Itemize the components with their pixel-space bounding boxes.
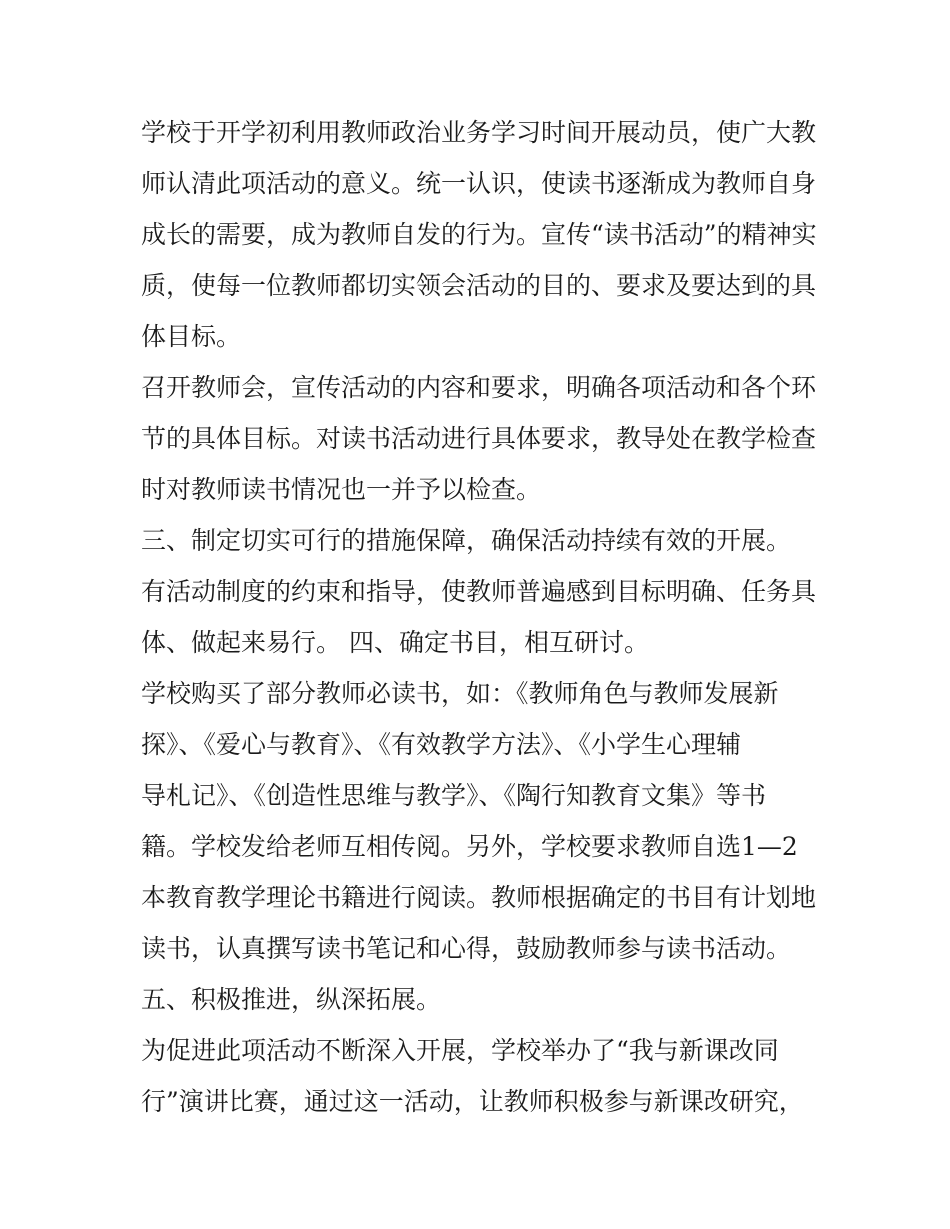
document-body: [141, 107, 817, 1127]
text-line: 籍。学校发给老师互相传阅。另外，学校要求教师自选1—2: [141, 832, 798, 861]
text-line: 本教育教学理论书籍进行阅读。教师根据确定的书目有计划地: [141, 883, 817, 912]
text-line: 体目标。: [141, 322, 242, 351]
text-line: 行”演讲比赛，通过这一活动，让教师积极参与新课改研究，: [141, 1087, 804, 1116]
text-line: 节的具体目标。对读书活动进行具体要求，教导处在教学检查: [141, 424, 817, 453]
text-line: 学校购买了部分教师必读书，如：《教师角色与教师发展新: [141, 679, 779, 708]
text-line: 时对教师读书情况也一并予以检查。: [141, 475, 542, 504]
section-heading: 三、制定切实可行的措施保障，确保活动持续有效的开展。: [141, 526, 792, 555]
text-line: 体、做起来易行。 四、确定书目，相互研讨。: [141, 628, 649, 657]
section-heading: 五、积极推进，纵深拓展。: [141, 985, 442, 1014]
text-line: 读书，认真撰写读书笔记和心得，鼓励教师参与读书活动。: [141, 934, 792, 963]
text-line: 学校于开学初利用教师政治业务学习时间开展动员，使广大教: [141, 118, 817, 147]
text-line: 导札记》、《创造性思维与教学》、《陶行知教育文集》等书: [141, 781, 767, 810]
text-line: 成长的需要，成为教师自发的行为。宣传“读书活动”的精神实: [141, 220, 817, 249]
text-line: 师认清此项活动的意义。统一认识，使读书逐渐成为教师自身: [141, 169, 817, 198]
text-line: 探》、《爱心与教育》、《有效教学方法》、《小学生心理辅: [141, 730, 742, 759]
text-line: 召开教师会，宣传活动的内容和要求，明确各项活动和各个环: [141, 373, 817, 402]
text-line: 质，使每一位教师都切实领会活动的目的、要求及要达到的具: [141, 271, 817, 300]
text-line: 有活动制度的约束和指导，使教师普遍感到目标明确、任务具: [141, 577, 817, 606]
text-line: 为促进此项活动不断深入开展，学校举办了“我与新课改同: [141, 1036, 779, 1065]
